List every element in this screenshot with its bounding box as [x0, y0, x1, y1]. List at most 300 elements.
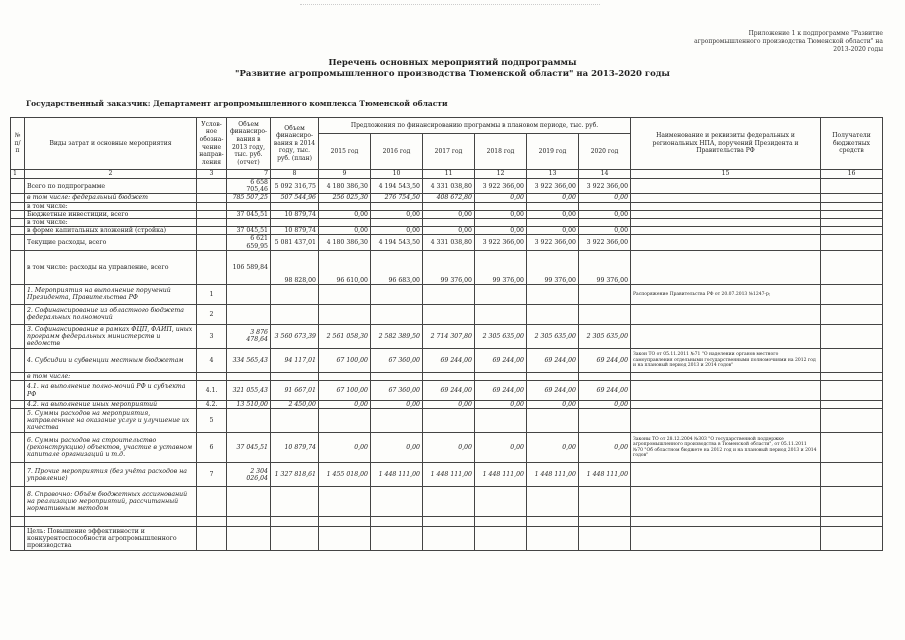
npa-reference	[631, 235, 821, 250]
scan-artifact-line	[300, 4, 600, 6]
volume-2014	[271, 527, 319, 551]
row-number-cell	[11, 179, 25, 194]
row-number-cell	[11, 194, 25, 202]
table-row	[11, 235, 883, 250]
forecast-value: 0,00	[475, 227, 527, 235]
volume-2013: 6 621 659,95	[227, 235, 271, 250]
volume-2013	[227, 487, 271, 517]
forecast-value: 0,00	[423, 210, 475, 218]
forecast-value	[579, 409, 631, 433]
forecast-value: 0,00	[371, 433, 423, 463]
row-number-cell	[11, 235, 25, 250]
title-line-2: "Развитие агропромышленного производства Тюменской области" на 2013-2020 годы	[235, 69, 670, 79]
column-index: 11	[423, 170, 475, 179]
table-row	[11, 517, 883, 527]
forecast-value	[371, 219, 423, 227]
forecast-value: 67 100,00	[319, 348, 371, 372]
measure-name: в том числе: федеральный бюджет	[25, 194, 197, 202]
direction-code: 5	[197, 409, 227, 433]
forecast-value: 0,00	[579, 194, 631, 202]
direction-code	[197, 210, 227, 218]
forecast-value	[319, 219, 371, 227]
recipient-cell	[821, 210, 883, 218]
forecast-value	[475, 527, 527, 551]
table-row	[11, 304, 883, 324]
row-number-cell	[11, 284, 25, 304]
column-index: 13	[527, 170, 579, 179]
forecast-value	[319, 372, 371, 380]
volume-2014: 2 450,00	[271, 401, 319, 409]
volume-2014	[271, 304, 319, 324]
header-no: № п/п	[11, 118, 25, 170]
table-row	[11, 202, 883, 210]
forecast-value: 1 448 111,00	[475, 463, 527, 487]
forecast-value: 99 376,00	[579, 250, 631, 284]
row-number-cell	[11, 202, 25, 210]
forecast-value: 0,00	[527, 227, 579, 235]
forecast-value	[319, 284, 371, 304]
forecast-value	[579, 487, 631, 517]
recipient-cell	[821, 401, 883, 409]
header-forecast: Предложения по финансированию программы в плановом периоде, тыс. руб.	[319, 118, 631, 134]
volume-2013	[227, 304, 271, 324]
direction-code: 7	[197, 463, 227, 487]
forecast-value: 0,00	[527, 194, 579, 202]
volume-2013	[227, 372, 271, 380]
row-number-cell	[11, 324, 25, 348]
forecast-value: 2 305 635,00	[475, 324, 527, 348]
npa-reference	[631, 227, 821, 235]
volume-2013: 37 045,51	[227, 433, 271, 463]
table-row	[11, 463, 883, 487]
row-number-cell	[11, 401, 25, 409]
recipient-cell	[821, 194, 883, 202]
recipient-cell	[821, 409, 883, 433]
recipient-cell	[821, 433, 883, 463]
table-row	[11, 401, 883, 409]
volume-2013: 321 055,43	[227, 381, 271, 401]
direction-code	[197, 235, 227, 250]
forecast-value: 4 194 543,50	[371, 179, 423, 194]
row-number-cell	[11, 487, 25, 517]
row-number-cell	[11, 372, 25, 380]
column-index-row	[11, 170, 883, 179]
volume-2014	[271, 372, 319, 380]
volume-2013	[227, 517, 271, 527]
measure-name: 4. Субсидии и субвенции местным бюджетам	[25, 348, 197, 372]
measure-name: 3. Софинансирование в рамках ФЦП, ФАИП, иных программ федеральных министерств и ведомств	[25, 324, 197, 348]
header-year: 2015 год	[319, 134, 371, 170]
forecast-value	[475, 372, 527, 380]
measure-name: 2. Софинансирование из областного бюджета федеральных полномочий	[25, 304, 197, 324]
row-number-cell	[11, 409, 25, 433]
forecast-value	[371, 202, 423, 210]
recipient-cell	[821, 348, 883, 372]
measure-name: в том числе:	[25, 219, 197, 227]
volume-2013: 334 565,43	[227, 348, 271, 372]
measure-name: 4.2. на выполнение иных мероприятий	[25, 401, 197, 409]
forecast-value	[527, 372, 579, 380]
direction-code: 2	[197, 304, 227, 324]
volume-2014	[271, 409, 319, 433]
forecast-value	[527, 202, 579, 210]
measure-name: Цель: Повышение эффективности и конкурентоспособности агропромышленного производства	[25, 527, 197, 551]
row-number-cell	[11, 219, 25, 227]
forecast-value: 99 376,00	[475, 250, 527, 284]
forecast-value: 276 754,50	[371, 194, 423, 202]
forecast-value: 0,00	[319, 227, 371, 235]
direction-code: 6	[197, 433, 227, 463]
recipient-cell	[821, 235, 883, 250]
npa-reference	[631, 463, 821, 487]
forecast-value	[527, 409, 579, 433]
recipient-cell	[821, 527, 883, 551]
state-customer: Государственный заказчик: Департамент агропромышленного комплекса Тюменской области	[26, 99, 448, 108]
forecast-value	[579, 372, 631, 380]
forecast-value	[423, 409, 475, 433]
recipient-cell	[821, 179, 883, 194]
forecast-value: 3 922 366,00	[475, 235, 527, 250]
forecast-value: 0,00	[319, 210, 371, 218]
forecast-value: 2 582 389,50	[371, 324, 423, 348]
direction-code	[197, 372, 227, 380]
direction-code	[197, 179, 227, 194]
direction-code	[197, 250, 227, 284]
forecast-value: 69 244,00	[579, 381, 631, 401]
title-line-1: Перечень основных мероприятий подпрограммы	[328, 58, 577, 68]
recipient-cell	[821, 372, 883, 380]
forecast-value: 4 180 386,30	[319, 235, 371, 250]
forecast-value: 4 331 038,80	[423, 179, 475, 194]
recipient-cell	[821, 463, 883, 487]
forecast-value	[527, 527, 579, 551]
table-row	[11, 179, 883, 194]
table-row	[11, 250, 883, 284]
forecast-value: 69 244,00	[475, 348, 527, 372]
forecast-value: 69 244,00	[423, 381, 475, 401]
volume-2014	[271, 202, 319, 210]
forecast-value	[527, 304, 579, 324]
forecast-value: 67 360,00	[371, 348, 423, 372]
forecast-value: 0,00	[475, 433, 527, 463]
npa-reference	[631, 202, 821, 210]
forecast-value: 4 194 543,50	[371, 235, 423, 250]
column-index: 12	[475, 170, 527, 179]
row-number-cell	[11, 527, 25, 551]
forecast-value: 0,00	[371, 401, 423, 409]
header-year: 2017 год	[423, 134, 475, 170]
measure-name: 7. Прочие мероприятия (без учёта расходов на управление)	[25, 463, 197, 487]
table-row	[11, 487, 883, 517]
forecast-value: 0,00	[579, 401, 631, 409]
row-number-cell	[11, 227, 25, 235]
appendix-note: Приложение 1 к подпрограмме "Развитие агропромышленного производства Тюменской области" на 2013-2020 годы	[694, 30, 883, 53]
forecast-value: 0,00	[579, 433, 631, 463]
forecast-value	[527, 487, 579, 517]
direction-code: 4.2.	[197, 401, 227, 409]
column-index: 1	[11, 170, 25, 179]
npa-reference	[631, 194, 821, 202]
column-index: 16	[821, 170, 883, 179]
forecast-value	[319, 202, 371, 210]
forecast-value: 0,00	[579, 210, 631, 218]
table-row	[11, 372, 883, 380]
row-number-cell	[11, 433, 25, 463]
forecast-value: 99 376,00	[423, 250, 475, 284]
volume-2014: 91 667,01	[271, 381, 319, 401]
header-npa: Наименование и реквизиты федеральных и региональных НПА, поручений Президента и Правительства РФ	[631, 118, 821, 170]
volume-2013	[227, 284, 271, 304]
forecast-value: 0,00	[371, 210, 423, 218]
table-row	[11, 227, 883, 235]
header-year: 2019 год	[527, 134, 579, 170]
forecast-value	[579, 202, 631, 210]
volume-2014	[271, 487, 319, 517]
column-index: 14	[579, 170, 631, 179]
forecast-value	[423, 517, 475, 527]
npa-reference	[631, 409, 821, 433]
npa-reference	[631, 324, 821, 348]
header-year: 2018 год	[475, 134, 527, 170]
forecast-value: 3 922 366,00	[579, 179, 631, 194]
forecast-value	[319, 409, 371, 433]
forecast-value	[371, 527, 423, 551]
forecast-value	[319, 527, 371, 551]
volume-2014: 5 092 316,75	[271, 179, 319, 194]
forecast-value: 1 448 111,00	[527, 463, 579, 487]
row-number-cell	[11, 304, 25, 324]
forecast-value: 3 922 366,00	[527, 179, 579, 194]
measure-name: в том числе: расходы на управление, всего	[25, 250, 197, 284]
measures-table	[10, 117, 883, 551]
measure-name: Текущие расходы, всего	[25, 235, 197, 250]
forecast-value	[371, 304, 423, 324]
table-row	[11, 348, 883, 372]
forecast-value: 67 100,00	[319, 381, 371, 401]
forecast-value: 0,00	[423, 433, 475, 463]
measure-name: Всего по подпрограмме	[25, 179, 197, 194]
forecast-value	[319, 304, 371, 324]
table-row	[11, 324, 883, 348]
recipient-cell	[821, 487, 883, 517]
recipient-cell	[821, 304, 883, 324]
forecast-value: 69 244,00	[475, 381, 527, 401]
volume-2013: 37 045,51	[227, 210, 271, 218]
direction-code: 4.1.	[197, 381, 227, 401]
forecast-value: 0,00	[319, 401, 371, 409]
forecast-value	[527, 284, 579, 304]
volume-2013	[227, 219, 271, 227]
direction-code: 1	[197, 284, 227, 304]
npa-reference	[631, 179, 821, 194]
direction-code	[197, 202, 227, 210]
volume-2014: 5 081 437,01	[271, 235, 319, 250]
column-index: 3	[197, 170, 227, 179]
forecast-value: 0,00	[371, 227, 423, 235]
recipient-cell	[821, 381, 883, 401]
table-row	[11, 381, 883, 401]
column-index: 10	[371, 170, 423, 179]
volume-2014: 10 879,74	[271, 227, 319, 235]
direction-code: 4	[197, 348, 227, 372]
volume-2013: 2 304 026,04	[227, 463, 271, 487]
forecast-value: 2 305 635,00	[527, 324, 579, 348]
forecast-value	[475, 304, 527, 324]
volume-2013: 3 876 478,64	[227, 324, 271, 348]
forecast-value: 69 244,00	[527, 348, 579, 372]
volume-2014	[271, 517, 319, 527]
forecast-value: 3 922 366,00	[579, 235, 631, 250]
forecast-value: 0,00	[423, 227, 475, 235]
volume-2014	[271, 284, 319, 304]
forecast-value: 67 360,00	[371, 381, 423, 401]
measure-name: в том числе:	[25, 202, 197, 210]
forecast-value	[423, 202, 475, 210]
volume-2014	[271, 219, 319, 227]
forecast-value	[579, 304, 631, 324]
forecast-value: 99 376,00	[527, 250, 579, 284]
forecast-value: 69 244,00	[423, 348, 475, 372]
npa-reference: Законы ТО от 28.12.2004 №303 "О государственной поддержке агропромышленного производства в Тюменской области", от 05.11.2011 №70 "Об областном бюджете на 2012 год и на плановый период 2013 и 2014 годов"	[631, 433, 821, 463]
header-recipients: Получатели бюджетных средств	[821, 118, 883, 170]
column-index: 9	[319, 170, 371, 179]
header-name: Виды затрат и основные мероприятия	[25, 118, 197, 170]
direction-code	[197, 517, 227, 527]
forecast-value	[527, 517, 579, 527]
table-row	[11, 527, 883, 551]
recipient-cell	[821, 517, 883, 527]
column-index: 7	[227, 170, 271, 179]
document-title	[0, 58, 905, 80]
forecast-value: 1 455 018,00	[319, 463, 371, 487]
forecast-value	[319, 487, 371, 517]
volume-2013: 6 658 705,46	[227, 179, 271, 194]
forecast-value: 96 610,00	[319, 250, 371, 284]
npa-reference	[631, 210, 821, 218]
forecast-value	[371, 372, 423, 380]
volume-2013	[227, 527, 271, 551]
forecast-value: 2 714 307,80	[423, 324, 475, 348]
forecast-value	[475, 284, 527, 304]
forecast-value: 256 025,30	[319, 194, 371, 202]
forecast-value	[475, 219, 527, 227]
volume-2013: 37 045,51	[227, 227, 271, 235]
recipient-cell	[821, 219, 883, 227]
measure-name: 4.1. на выполнение полно-мочий РФ и субъекта РФ	[25, 381, 197, 401]
measure-name: в форме капитальных вложений (стройка)	[25, 227, 197, 235]
volume-2013: 106 589,84	[227, 250, 271, 284]
forecast-value: 0,00	[579, 227, 631, 235]
volume-2013	[227, 409, 271, 433]
header-vol-2013: Объем финансиро-вания в 2013 году, тыс. руб. (отчет)	[227, 118, 271, 170]
measure-name: 8. Справочно: Объём бюджетных ассигнований на реализацию мероприятий, рассчитанный нормативным методом	[25, 487, 197, 517]
forecast-value	[423, 219, 475, 227]
forecast-value: 2 305 635,00	[579, 324, 631, 348]
header-year: 2020 год	[579, 134, 631, 170]
table-row	[11, 194, 883, 202]
npa-reference	[631, 527, 821, 551]
forecast-value	[423, 487, 475, 517]
forecast-value: 0,00	[527, 210, 579, 218]
forecast-value	[579, 284, 631, 304]
table-row	[11, 284, 883, 304]
forecast-value	[371, 284, 423, 304]
npa-reference	[631, 517, 821, 527]
measure-name: в том числе:	[25, 372, 197, 380]
npa-reference	[631, 487, 821, 517]
row-number-cell	[11, 348, 25, 372]
forecast-value: 69 244,00	[527, 381, 579, 401]
forecast-value	[475, 487, 527, 517]
recipient-cell	[821, 324, 883, 348]
forecast-value: 0,00	[475, 210, 527, 218]
forecast-value	[475, 517, 527, 527]
volume-2014: 10 879,74	[271, 210, 319, 218]
forecast-value	[423, 284, 475, 304]
forecast-value	[371, 517, 423, 527]
recipient-cell	[821, 202, 883, 210]
volume-2014: 1 327 818,61	[271, 463, 319, 487]
npa-reference	[631, 304, 821, 324]
npa-reference	[631, 381, 821, 401]
header-year: 2016 год	[371, 134, 423, 170]
forecast-value: 1 448 111,00	[371, 463, 423, 487]
forecast-value	[527, 219, 579, 227]
direction-code	[197, 527, 227, 551]
direction-code	[197, 219, 227, 227]
header-vol-2014: Объем финансиро-вания в 2014 году, тыс. руб. (план)	[271, 118, 319, 170]
measure-name: 1. Мероприятия на выполнение поручений Президента, Правительства РФ	[25, 284, 197, 304]
forecast-value: 1 448 111,00	[579, 463, 631, 487]
volume-2014: 507 544,96	[271, 194, 319, 202]
volume-2014: 98 828,00	[271, 250, 319, 284]
row-number-cell	[11, 381, 25, 401]
measure-name: 5. Суммы расходов на мероприятия, направленные на оказание услуг и улучшение их качества	[25, 409, 197, 433]
direction-code: 3	[197, 324, 227, 348]
npa-reference: Распоряжение Правительства РФ от 20.07.2013 №1247-р;	[631, 284, 821, 304]
table-row	[11, 433, 883, 463]
npa-reference	[631, 372, 821, 380]
forecast-value	[475, 409, 527, 433]
npa-reference	[631, 250, 821, 284]
measure-name: 6. Суммы расходов на строительство (реконструкцию) объектов, участие в уставном капитале организаций и т.д.	[25, 433, 197, 463]
direction-code	[197, 227, 227, 235]
volume-2013: 13 510,00	[227, 401, 271, 409]
forecast-value	[579, 219, 631, 227]
forecast-value: 0,00	[527, 433, 579, 463]
recipient-cell	[821, 250, 883, 284]
forecast-value: 0,00	[423, 401, 475, 409]
header-conditional: Услов-ное обозна-чение направ-ления	[197, 118, 227, 170]
forecast-value: 0,00	[319, 433, 371, 463]
direction-code	[197, 487, 227, 517]
forecast-value: 96 683,00	[371, 250, 423, 284]
volume-2014: 10 879,74	[271, 433, 319, 463]
npa-reference	[631, 401, 821, 409]
direction-code	[197, 194, 227, 202]
row-number-cell	[11, 250, 25, 284]
forecast-value: 69 244,00	[579, 348, 631, 372]
volume-2014: 94 117,01	[271, 348, 319, 372]
forecast-value: 4 180 386,30	[319, 179, 371, 194]
volume-2013: 785 507,25	[227, 194, 271, 202]
column-index: 8	[271, 170, 319, 179]
row-number-cell	[11, 463, 25, 487]
forecast-value: 4 331 038,80	[423, 235, 475, 250]
recipient-cell	[821, 227, 883, 235]
forecast-value	[371, 409, 423, 433]
table-row	[11, 219, 883, 227]
